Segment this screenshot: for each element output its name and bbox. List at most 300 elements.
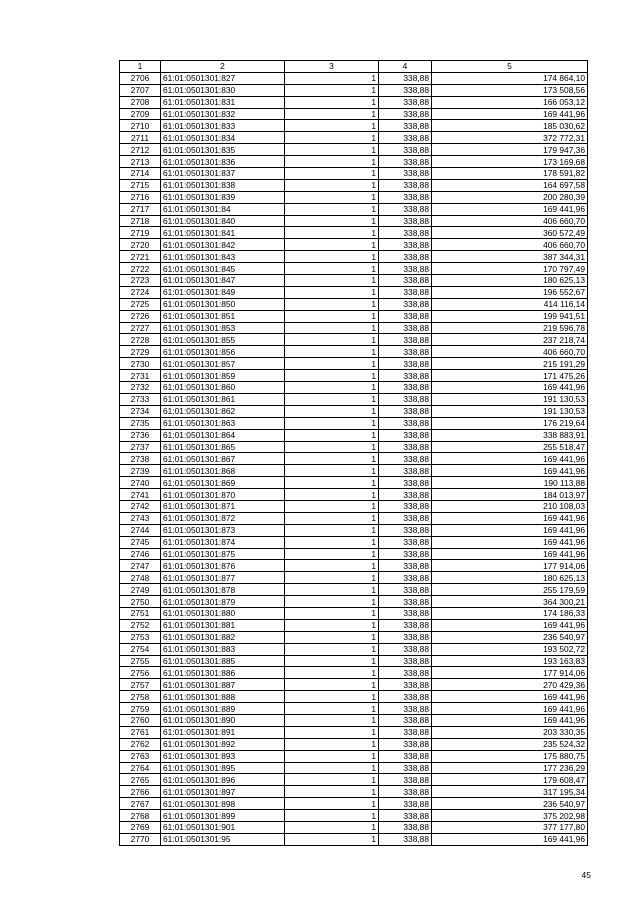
table-row [120,714,588,726]
area-cell: 338,88 [379,441,432,453]
count-cell: 1 [285,108,379,120]
column-header-3: 3 [285,61,379,73]
area-cell: 338,88 [379,465,432,477]
table-row [120,84,588,96]
area-cell: 338,88 [379,168,432,180]
table-row [120,762,588,774]
row-number-cell: 2753 [120,631,161,643]
table-row [120,548,588,560]
count-cell: 1 [285,667,379,679]
table-row [120,453,588,465]
area-cell: 338,88 [379,120,432,132]
area-cell: 338,88 [379,346,432,358]
column-header-1: 1 [120,61,161,73]
area-cell: 338,88 [379,631,432,643]
cadastral-number-cell: 61:01:0501301:862 [161,405,285,417]
area-cell: 338,88 [379,667,432,679]
row-number-cell: 2722 [120,263,161,275]
area-cell: 338,88 [379,275,432,287]
count-cell: 1 [285,762,379,774]
row-number-cell: 2714 [120,168,161,180]
table-row [120,191,588,203]
count-cell: 1 [285,120,379,132]
count-cell: 1 [285,72,379,84]
cadastral-number-cell: 61:01:0501301:827 [161,72,285,84]
cadastral-number-cell: 61:01:0501301:879 [161,596,285,608]
row-number-cell: 2746 [120,548,161,560]
area-cell: 338,88 [379,584,432,596]
area-cell: 338,88 [379,596,432,608]
count-cell: 1 [285,286,379,298]
table-row [120,215,588,227]
count-cell: 1 [285,429,379,441]
row-number-cell: 2716 [120,191,161,203]
column-header-5: 5 [432,61,588,73]
cadastral-number-cell: 61:01:0501301:857 [161,358,285,370]
table-row [120,417,588,429]
cadastral-value-cell: 414 116,14 [432,298,588,310]
row-number-cell: 2759 [120,703,161,715]
cadastral-number-cell: 61:01:0501301:831 [161,96,285,108]
cadastral-number-cell: 61:01:0501301:895 [161,762,285,774]
cadastral-value-cell: 185 030,62 [432,120,588,132]
cadastral-value-cell: 173 169,68 [432,156,588,168]
cadastral-number-cell: 61:01:0501301:872 [161,512,285,524]
cadastral-value-cell: 270 429,36 [432,679,588,691]
area-cell: 338,88 [379,144,432,156]
cadastral-number-cell: 61:01:0501301:890 [161,714,285,726]
cadastral-value-cell: 236 540,97 [432,798,588,810]
area-cell: 338,88 [379,84,432,96]
count-cell: 1 [285,584,379,596]
table-row [120,738,588,750]
table-row [120,120,588,132]
row-number-cell: 2734 [120,405,161,417]
table-row [120,346,588,358]
count-cell: 1 [285,310,379,322]
count-cell: 1 [285,512,379,524]
table-row [120,203,588,215]
row-number-cell: 2756 [120,667,161,679]
cadastral-value-cell: 203 330,35 [432,726,588,738]
count-cell: 1 [285,132,379,144]
cadastral-value-cell: 255 518,47 [432,441,588,453]
cadastral-number-cell: 61:01:0501301:867 [161,453,285,465]
area-cell: 338,88 [379,786,432,798]
area-cell: 338,88 [379,203,432,215]
cadastral-value-cell: 180 625,13 [432,572,588,584]
area-cell: 338,88 [379,310,432,322]
cadastral-number-cell: 61:01:0501301:892 [161,738,285,750]
row-number-cell: 2728 [120,334,161,346]
table-body [120,72,588,845]
cadastral-number-cell: 61:01:0501301:868 [161,465,285,477]
area-cell: 338,88 [379,691,432,703]
table-row [120,275,588,287]
row-number-cell: 2763 [120,750,161,762]
area-cell: 338,88 [379,714,432,726]
cadastral-number-cell: 61:01:0501301:878 [161,584,285,596]
cadastral-number-cell: 61:01:0501301:886 [161,667,285,679]
area-cell: 338,88 [379,762,432,774]
area-cell: 338,88 [379,726,432,738]
count-cell: 1 [285,334,379,346]
area-cell: 338,88 [379,286,432,298]
cadastral-value-cell: 171 475,26 [432,370,588,382]
count-cell: 1 [285,489,379,501]
area-cell: 338,88 [379,703,432,715]
header-row [120,61,588,73]
table-row [120,382,588,394]
table-row [120,156,588,168]
row-number-cell: 2715 [120,179,161,191]
area-cell: 338,88 [379,191,432,203]
cadastral-number-cell: 61:01:0501301:885 [161,655,285,667]
table-row [120,679,588,691]
area-cell: 338,88 [379,536,432,548]
count-cell: 1 [285,322,379,334]
cadastral-number-cell: 61:01:0501301:853 [161,322,285,334]
cadastral-number-cell: 61:01:0501301:874 [161,536,285,548]
row-number-cell: 2740 [120,477,161,489]
count-cell: 1 [285,833,379,845]
cadastral-number-cell: 61:01:0501301:877 [161,572,285,584]
cadastral-value-cell: 364 300,21 [432,596,588,608]
row-number-cell: 2736 [120,429,161,441]
cadastral-value-cell: 235 524,32 [432,738,588,750]
row-number-cell: 2727 [120,322,161,334]
cadastral-number-cell: 61:01:0501301:859 [161,370,285,382]
area-cell: 338,88 [379,798,432,810]
area-cell: 338,88 [379,132,432,144]
cadastral-value-cell: 169 441,96 [432,453,588,465]
count-cell: 1 [285,405,379,417]
cadastral-value-cell: 193 163,83 [432,655,588,667]
row-number-cell: 2729 [120,346,161,358]
cadastral-value-cell: 176 219,64 [432,417,588,429]
row-number-cell: 2738 [120,453,161,465]
table-row [120,168,588,180]
row-number-cell: 2760 [120,714,161,726]
cadastral-number-cell: 61:01:0501301:899 [161,810,285,822]
row-number-cell: 2706 [120,72,161,84]
row-number-cell: 2769 [120,822,161,834]
cadastral-number-cell: 61:01:0501301:882 [161,631,285,643]
row-number-cell: 2708 [120,96,161,108]
count-cell: 1 [285,536,379,548]
cadastral-value-cell: 179 947,36 [432,144,588,156]
count-cell: 1 [285,714,379,726]
count-cell: 1 [285,251,379,263]
count-cell: 1 [285,144,379,156]
row-number-cell: 2723 [120,275,161,287]
cadastral-value-cell: 196 552,67 [432,286,588,298]
area-cell: 338,88 [379,156,432,168]
area-cell: 338,88 [379,524,432,536]
area-cell: 338,88 [379,643,432,655]
cadastral-number-cell: 61:01:0501301:889 [161,703,285,715]
row-number-cell: 2712 [120,144,161,156]
cadastral-value-cell: 170 797,49 [432,263,588,275]
area-cell: 338,88 [379,227,432,239]
cadastral-number-cell: 61:01:0501301:881 [161,619,285,631]
table-row [120,750,588,762]
count-cell: 1 [285,191,379,203]
row-number-cell: 2747 [120,560,161,572]
area-cell: 338,88 [379,489,432,501]
cadastral-value-cell: 184 013,97 [432,489,588,501]
count-cell: 1 [285,96,379,108]
area-cell: 338,88 [379,810,432,822]
cadastral-number-cell: 61:01:0501301:873 [161,524,285,536]
page-number: 45 [581,870,591,880]
count-cell: 1 [285,548,379,560]
row-number-cell: 2710 [120,120,161,132]
cadastral-number-cell: 61:01:0501301:851 [161,310,285,322]
cadastral-number-cell: 61:01:0501301:837 [161,168,285,180]
area-cell: 338,88 [379,239,432,251]
cadastral-value-cell: 169 441,96 [432,548,588,560]
cadastral-value-cell: 406 660,70 [432,239,588,251]
count-cell: 1 [285,263,379,275]
count-cell: 1 [285,798,379,810]
cadastral-number-cell: 61:01:0501301:838 [161,179,285,191]
cadastral-value-cell: 174 186,33 [432,607,588,619]
table-header [120,61,588,73]
cadastral-value-cell: 255 179,59 [432,584,588,596]
table-row [120,691,588,703]
table-row [120,263,588,275]
area-cell: 338,88 [379,251,432,263]
row-number-cell: 2731 [120,370,161,382]
table-row [120,358,588,370]
table-row [120,786,588,798]
row-number-cell: 2730 [120,358,161,370]
table-row [120,596,588,608]
cadastral-number-cell: 61:01:0501301:870 [161,489,285,501]
table-row [120,477,588,489]
cadastral-value-cell: 200 280,39 [432,191,588,203]
count-cell: 1 [285,168,379,180]
table-row [120,310,588,322]
cadastral-number-cell: 61:01:0501301:883 [161,643,285,655]
cadastral-number-cell: 61:01:0501301:843 [161,251,285,263]
cadastral-number-cell: 61:01:0501301:860 [161,382,285,394]
cadastral-number-cell: 61:01:0501301:901 [161,822,285,834]
table-row [120,286,588,298]
count-cell: 1 [285,572,379,584]
count-cell: 1 [285,477,379,489]
table-row [120,227,588,239]
count-cell: 1 [285,465,379,477]
table-row [120,298,588,310]
cadastral-number-cell: 61:01:0501301:896 [161,774,285,786]
column-header-2: 2 [161,61,285,73]
count-cell: 1 [285,643,379,655]
cadastral-value-cell: 169 441,96 [432,524,588,536]
area-cell: 338,88 [379,774,432,786]
table-row [120,655,588,667]
cadastral-value-cell: 236 540,97 [432,631,588,643]
table-row [120,108,588,120]
cadastral-number-cell: 61:01:0501301:84 [161,203,285,215]
table-row [120,524,588,536]
area-cell: 338,88 [379,453,432,465]
cadastral-value-cell: 175 880,75 [432,750,588,762]
cadastral-value-cell: 173 508,56 [432,84,588,96]
table-row [120,393,588,405]
cadastral-value-cell: 360 572,49 [432,227,588,239]
cadastral-number-cell: 61:01:0501301:891 [161,726,285,738]
cadastral-number-cell: 61:01:0501301:893 [161,750,285,762]
count-cell: 1 [285,524,379,536]
row-number-cell: 2758 [120,691,161,703]
count-cell: 1 [285,750,379,762]
row-number-cell: 2707 [120,84,161,96]
cadastral-value-cell: 406 660,70 [432,346,588,358]
cadastral-value-cell: 169 441,96 [432,465,588,477]
area-cell: 338,88 [379,382,432,394]
row-number-cell: 2764 [120,762,161,774]
count-cell: 1 [285,346,379,358]
row-number-cell: 2713 [120,156,161,168]
area-cell: 338,88 [379,358,432,370]
area-cell: 338,88 [379,607,432,619]
row-number-cell: 2742 [120,500,161,512]
area-cell: 338,88 [379,393,432,405]
cadastral-value-cell: 199 941,51 [432,310,588,322]
cadastral-number-cell: 61:01:0501301:855 [161,334,285,346]
row-number-cell: 2719 [120,227,161,239]
row-number-cell: 2743 [120,512,161,524]
row-number-cell: 2762 [120,738,161,750]
area-cell: 338,88 [379,477,432,489]
table-row [120,667,588,679]
table-row [120,500,588,512]
row-number-cell: 2770 [120,833,161,845]
cadastral-number-cell: 61:01:0501301:876 [161,560,285,572]
area-cell: 338,88 [379,548,432,560]
count-cell: 1 [285,298,379,310]
area-cell: 338,88 [379,750,432,762]
cadastral-number-cell: 61:01:0501301:871 [161,500,285,512]
area-cell: 338,88 [379,96,432,108]
count-cell: 1 [285,215,379,227]
row-number-cell: 2752 [120,619,161,631]
row-number-cell: 2732 [120,382,161,394]
cadastral-number-cell: 61:01:0501301:830 [161,84,285,96]
area-cell: 338,88 [379,179,432,191]
area-cell: 338,88 [379,370,432,382]
table-row [120,619,588,631]
count-cell: 1 [285,441,379,453]
cadastral-value-cell: 372 772,31 [432,132,588,144]
row-number-cell: 2718 [120,215,161,227]
row-number-cell: 2735 [120,417,161,429]
cadastral-number-cell: 61:01:0501301:863 [161,417,285,429]
table-row [120,512,588,524]
row-number-cell: 2733 [120,393,161,405]
cadastral-number-cell: 61:01:0501301:840 [161,215,285,227]
area-cell: 338,88 [379,500,432,512]
row-number-cell: 2741 [120,489,161,501]
cadastral-value-cell: 166 053,12 [432,96,588,108]
cadastral-value-cell: 177 914,06 [432,667,588,679]
cadastral-number-cell: 61:01:0501301:875 [161,548,285,560]
area-cell: 338,88 [379,334,432,346]
cadastral-value-cell: 338 883,91 [432,429,588,441]
cadastral-value-cell: 219 596,78 [432,322,588,334]
area-cell: 338,88 [379,833,432,845]
table-row [120,489,588,501]
row-number-cell: 2754 [120,643,161,655]
table-row [120,465,588,477]
area-cell: 338,88 [379,429,432,441]
cadastral-value-cell: 377 177,80 [432,822,588,834]
row-number-cell: 2749 [120,584,161,596]
table-row [120,251,588,263]
cadastral-number-cell: 61:01:0501301:839 [161,191,285,203]
table-row [120,370,588,382]
count-cell: 1 [285,691,379,703]
area-cell: 338,88 [379,322,432,334]
cadastral-value-cell: 317 195,34 [432,786,588,798]
column-header-4: 4 [379,61,432,73]
table-row [120,239,588,251]
cadastral-number-cell: 61:01:0501301:95 [161,833,285,845]
cadastral-value-cell: 177 914,06 [432,560,588,572]
row-number-cell: 2720 [120,239,161,251]
cadastral-value-cell: 174 864,10 [432,72,588,84]
count-cell: 1 [285,786,379,798]
area-cell: 338,88 [379,738,432,750]
cadastral-number-cell: 61:01:0501301:856 [161,346,285,358]
cadastral-value-table [119,60,588,846]
row-number-cell: 2726 [120,310,161,322]
table-row [120,726,588,738]
area-cell: 338,88 [379,512,432,524]
count-cell: 1 [285,774,379,786]
cadastral-value-cell: 169 441,96 [432,703,588,715]
row-number-cell: 2717 [120,203,161,215]
table-row [120,798,588,810]
row-number-cell: 2768 [120,810,161,822]
table-row [120,703,588,715]
row-number-cell: 2711 [120,132,161,144]
row-number-cell: 2765 [120,774,161,786]
cadastral-number-cell: 61:01:0501301:864 [161,429,285,441]
count-cell: 1 [285,393,379,405]
count-cell: 1 [285,227,379,239]
cadastral-value-cell: 210 108,03 [432,500,588,512]
row-number-cell: 2725 [120,298,161,310]
cadastral-value-cell: 169 441,96 [432,108,588,120]
cadastral-value-cell: 406 660,70 [432,215,588,227]
count-cell: 1 [285,738,379,750]
area-cell: 338,88 [379,572,432,584]
cadastral-number-cell: 61:01:0501301:861 [161,393,285,405]
row-number-cell: 2721 [120,251,161,263]
count-cell: 1 [285,619,379,631]
cadastral-number-cell: 61:01:0501301:850 [161,298,285,310]
count-cell: 1 [285,156,379,168]
cadastral-number-cell: 61:01:0501301:897 [161,786,285,798]
cadastral-number-cell: 61:01:0501301:888 [161,691,285,703]
row-number-cell: 2751 [120,607,161,619]
count-cell: 1 [285,500,379,512]
table-row [120,643,588,655]
cadastral-value-cell: 191 130,53 [432,393,588,405]
